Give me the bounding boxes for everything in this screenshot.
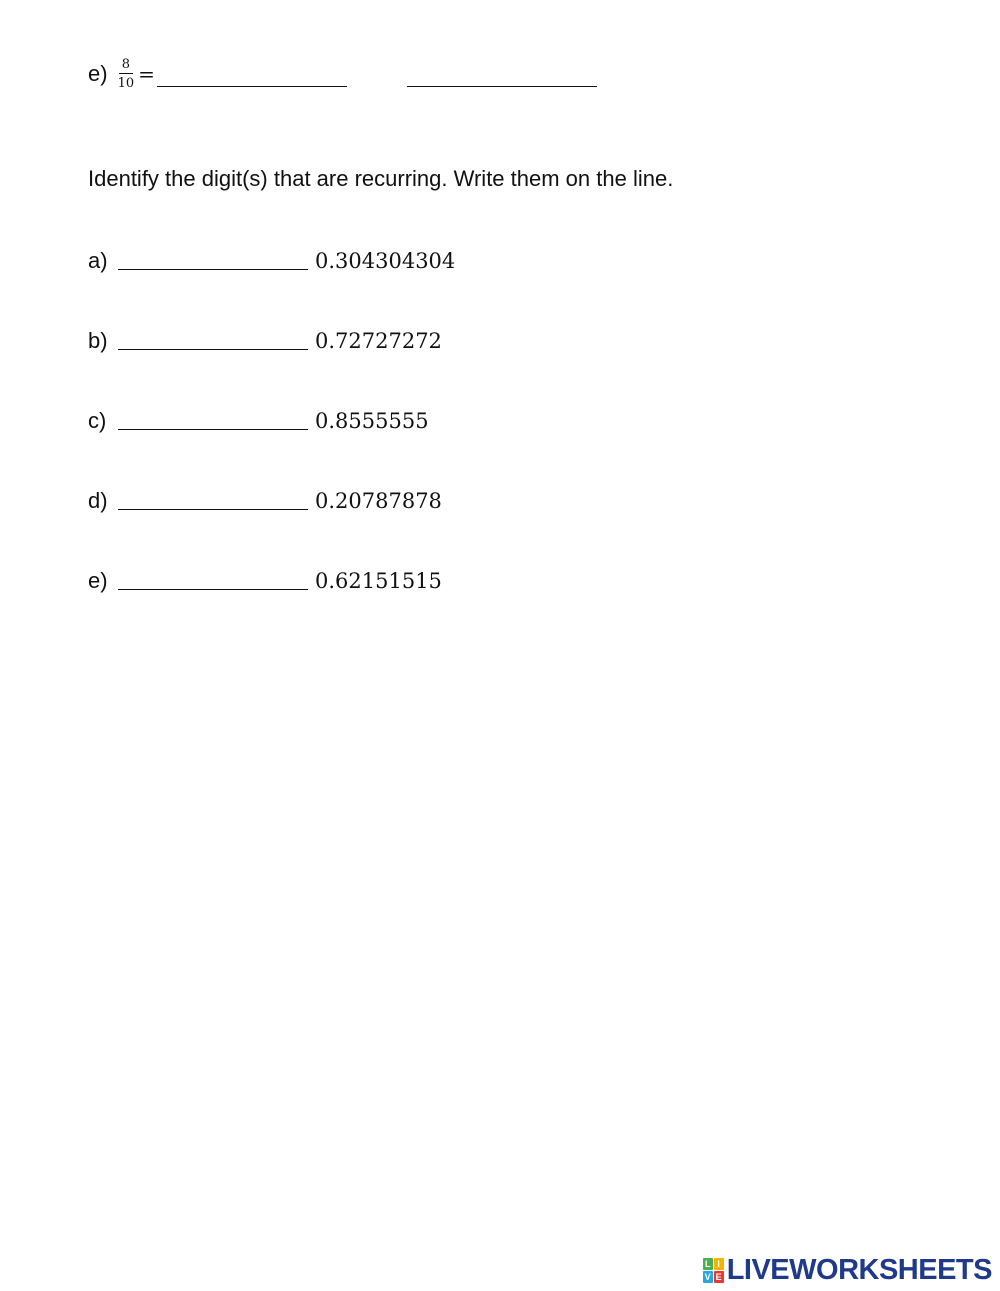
fraction-denominator: 10 <box>117 76 135 91</box>
decimal-value: 0.304304304 <box>315 249 456 273</box>
answer-blank[interactable] <box>118 589 308 590</box>
fraction-question-label: e) <box>88 61 108 86</box>
item-label: a) <box>88 248 108 273</box>
recurring-item <box>88 248 455 274</box>
equals-sign: = <box>138 62 155 86</box>
item-label: e) <box>88 568 108 593</box>
answer-blank-2[interactable] <box>407 86 597 87</box>
logo-text: LIVEWORKSHEETS <box>726 1254 992 1286</box>
recurring-item <box>88 568 442 594</box>
answer-blank[interactable] <box>118 509 308 510</box>
instruction-text: Identify the digit(s) that are recurring. Write them on the line. <box>88 166 674 191</box>
recurring-item <box>88 408 429 434</box>
logo-letter-v: V <box>704 1271 711 1282</box>
fraction <box>118 58 135 90</box>
answer-blank[interactable] <box>118 269 308 270</box>
recurring-item <box>88 488 442 514</box>
logo-letter-i: I <box>714 1258 724 1270</box>
decimal-value: 0.20787878 <box>315 489 442 513</box>
fraction-question <box>88 58 597 90</box>
decimal-value: 0.8555555 <box>315 409 429 433</box>
liveworksheets-logo <box>703 1254 992 1286</box>
fraction-numerator: 8 <box>119 58 133 74</box>
decimal-value: 0.62151515 <box>315 569 442 593</box>
answer-blank[interactable] <box>118 429 308 430</box>
item-label: b) <box>88 328 108 353</box>
item-label: d) <box>88 488 108 513</box>
logo-letter-e: E <box>715 1271 722 1282</box>
logo-letter-l: L <box>703 1258 713 1270</box>
answer-blank-1[interactable] <box>157 86 347 87</box>
item-label: c) <box>88 408 107 433</box>
answer-blank[interactable] <box>118 349 308 350</box>
decimal-value: 0.72727272 <box>315 329 442 353</box>
recurring-item <box>88 328 442 354</box>
logo-letter-grid <box>703 1258 724 1283</box>
